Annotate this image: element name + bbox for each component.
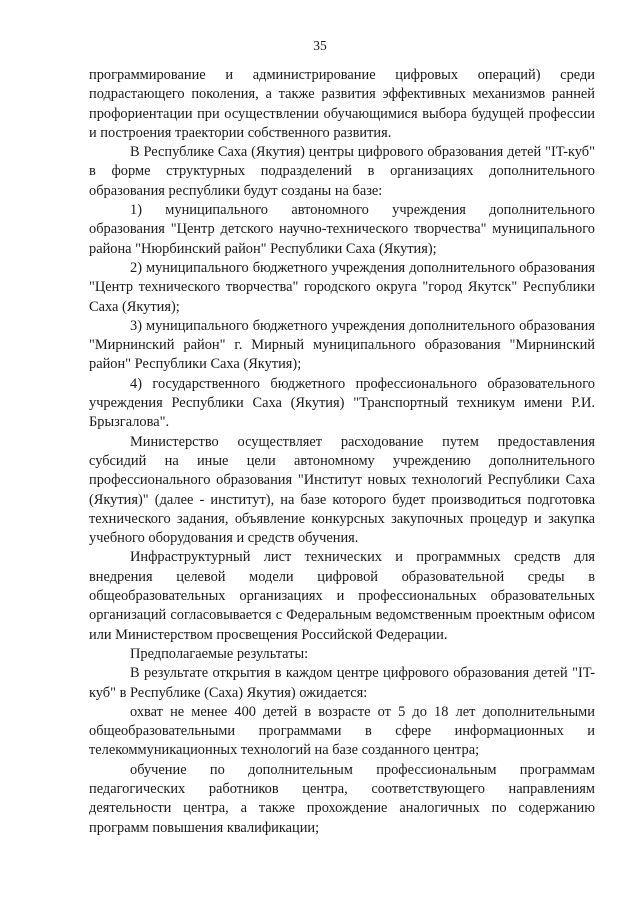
page-number: 35: [313, 38, 327, 53]
paragraph-expected-results: Предполагаемые результаты:: [130, 645, 309, 662]
paragraph-continuation: программирование и администрирование цифровых операций) среди подрастающего поколения, а также развития эффективных механизмов ранней профориентации при осуществлении обучающимися выбора будущей профессии и построения траектории собственного развития.: [89, 67, 595, 141]
list-item-2: 2) муниципального бюджетного учреждения дополнительного образования "Центр технического творчества" городского округа "город Якутск" Республики Саха (Якутия);: [89, 259, 595, 315]
paragraph-it-cube-intro: В Республике Саха (Якутия) центры цифрового образования детей "IT-куб" в форме структурных подразделений в организациях дополнительного образования республики будут созданы на базе:: [89, 144, 595, 199]
list-item-4: 4) государственного бюджетного профессионального образовательного учреждения Республики Саха (Якутия) "Транспортный техникум имени Р.И. Брызгалова".: [89, 375, 595, 431]
paragraph-infrastructure: Инфраструктурный лист технических и программных средств для внедрения целевой модели цифровой образовательной среды в общеобразовательных организациях и профессиональных образовательных организаций согласовывается с Федеральным ведомственным проектным офисом или Министерством просвещения Российской Федерации.: [89, 549, 595, 643]
document-body: [89, 66, 595, 838]
list-item-3: 3) муниципального бюджетного учреждения дополнительного образования "Мирнинский район" г. Мирный муниципального образования "Мирнинский район" Республики Саха (Якутия);: [89, 317, 595, 373]
list-item-1: 1) муниципального автономного учреждения дополнительного образования "Центр детского научно-технического творчества" муниципального района "Нюрбинский район" Республики Саха (Якутия);: [89, 202, 595, 257]
paragraph-ministry: Министерство осуществляет расходование путем предоставления субсидий на иные цели автономному учреждению дополнительного профессионального образования "Институт новых технологий Республики Саха (Якутия)" (далее - институт), на базе которого будет производиться подготовка технического задания, объявление конкурсных закупочных процедур и закупка учебного оборудования и средств обучения.: [89, 433, 595, 547]
result-item-coverage: охват не менее 400 детей в возрасте от 5 до 18 лет дополнительными общеобразовательными программами в сфере информационных и телекоммуникационных технологий на базе созданного центра;: [89, 703, 595, 759]
result-item-training: обучение по дополнительным профессиональным программам педагогических работников центра, соответствующего направлениям деятельности центра, а также прохождение аналогичных по содержанию программ повышения квалификации;: [89, 761, 595, 836]
paragraph-result-intro: В результате открытия в каждом центре цифрового образования детей "IT-куб" в Республике (Саха) Якутия) ожидается:: [89, 665, 595, 701]
